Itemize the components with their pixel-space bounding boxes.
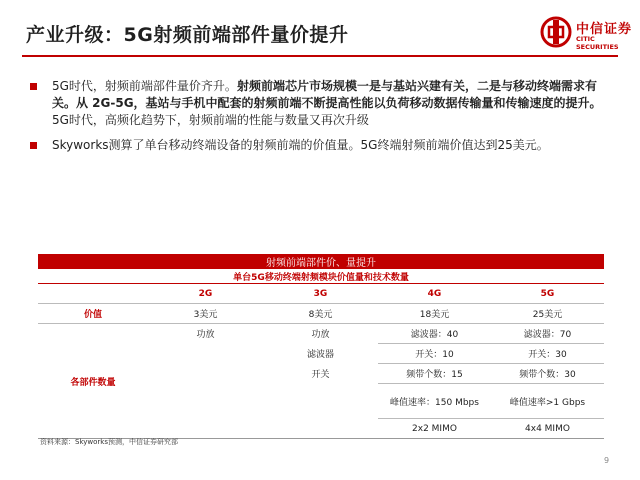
table-cell: 峰值速率：150 Mbps xyxy=(378,384,491,419)
table-header-cell xyxy=(38,284,148,304)
company-logo xyxy=(540,16,636,50)
row-label-price: 价值 xyxy=(38,304,148,324)
table-cell xyxy=(148,364,263,384)
table-cell: 滤波器：40 xyxy=(378,324,491,344)
bullet-item xyxy=(30,137,614,154)
bullet-text: 5G时代，射频前端部件量价齐升。 xyxy=(52,79,237,93)
table-header-row xyxy=(38,284,604,304)
table-header-cell: 5G xyxy=(491,284,604,304)
table-header-cell: 2G xyxy=(148,284,263,304)
table-header-cell: 4G xyxy=(378,284,491,304)
table-row xyxy=(38,324,604,344)
bullet-text: 5G时代，高频化趋势下，射频前端的性能与数量又再次升级 xyxy=(52,113,369,127)
table-subtitle-row xyxy=(38,269,604,284)
page-title: 产业升级：5G射频前端部件量价提升 xyxy=(26,24,349,46)
row-label-components: 各部件数量 xyxy=(38,324,148,439)
table-cell: 滤波器：70 xyxy=(491,324,604,344)
table-cell: 开关：10 xyxy=(378,344,491,364)
table-subtitle: 单台5G移动终端射频模块价值量和技术数量 xyxy=(38,269,604,284)
table-cell: 8美元 xyxy=(263,304,378,324)
logo-text: 中信证券 xyxy=(576,22,633,37)
table-cell: 开关 xyxy=(311,370,330,380)
page-number: 9 xyxy=(604,456,610,465)
bullet-list xyxy=(30,78,614,162)
table-cell: 2x2 MIMO xyxy=(378,419,491,439)
table-cell: 功放 xyxy=(311,330,330,341)
logo-subtext: CITIC SECURITIES xyxy=(576,35,619,51)
table-title-row xyxy=(38,254,604,269)
source-note: 资料来源：Skyworks预测，中信证券研究部 xyxy=(40,438,178,446)
table-cell: 频带个数：30 xyxy=(491,364,604,384)
table-cell xyxy=(148,419,263,439)
bullet-text: Skyworks测算了单台移动终端设备的射频前端的价值量。5G终端射频前端价值达到25美元。 xyxy=(52,138,549,152)
rf-value-table xyxy=(38,254,604,439)
table-cell xyxy=(263,419,378,439)
table-cell xyxy=(148,344,263,364)
table-header-cell: 3G xyxy=(263,284,378,304)
table-cell: 峰值速率>1 Gbps xyxy=(491,384,604,419)
title-divider xyxy=(22,55,618,57)
table-cell: 开关：30 xyxy=(491,344,604,364)
table-title: 射频前端部件价、量提升 xyxy=(38,254,604,269)
table-cell xyxy=(263,384,378,419)
table-cell: 3美元 xyxy=(148,304,263,324)
table-row xyxy=(38,304,604,324)
table-cell: 功放 xyxy=(196,330,215,341)
bullet-item xyxy=(30,78,614,129)
table-cell: 4x4 MIMO xyxy=(491,419,604,439)
table-cell: 18美元 xyxy=(378,304,491,324)
bullet-bold-text: 射频前端芯片市场规模一是与基站兴建有关，二是与移动终端需求有关。从 2G-5G，基站与手机中配套的射频前端不断提高性能以负荷移动数据传输量和传输速度的提升。 xyxy=(52,79,602,110)
bullet-square-icon xyxy=(30,83,37,90)
table-cell: 25美元 xyxy=(491,304,604,324)
table-cell: 频带个数：15 xyxy=(378,364,491,384)
citic-logo-icon xyxy=(540,16,572,48)
table-cell xyxy=(148,384,263,419)
bullet-square-icon xyxy=(30,142,37,149)
table-cell: 滤波器 xyxy=(306,350,334,360)
